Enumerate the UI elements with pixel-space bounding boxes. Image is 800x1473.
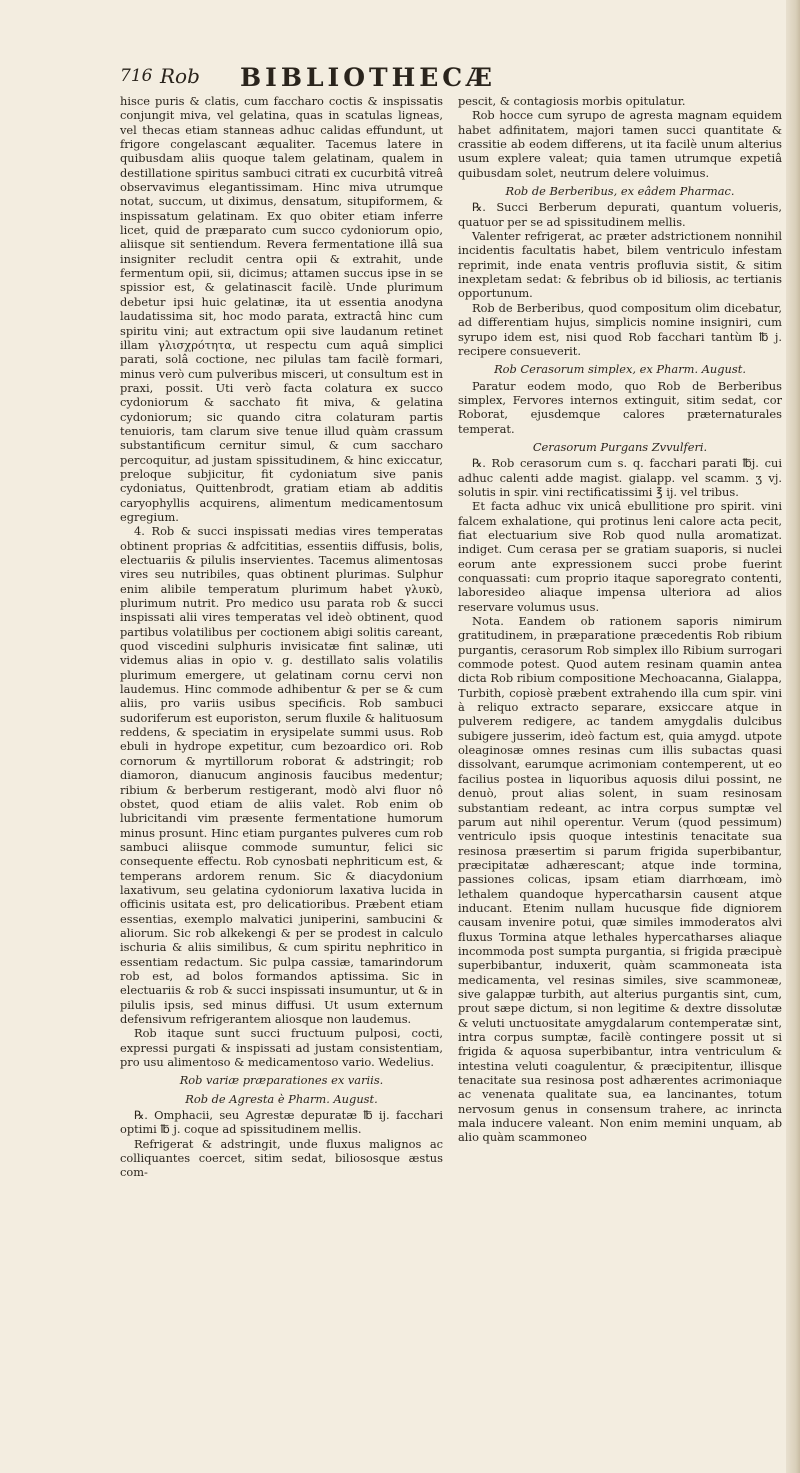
paragraph: ℞. Rob cerasorum cum s. q. facchari parati ℔j. cui adhuc calenti adde magist. gialapp. vel scamm. ʒ vj. solutis in spir. vini rectificatissimi ℥ ij. vel tribus. [458, 456, 782, 499]
recipe-heading: Rob de Berberibus, ex eâdem Pharmac. [505, 184, 735, 199]
left-column [120, 94, 443, 1180]
paragraph: ℞. Omphacii, seu Agrestæ depuratæ ℔ ij. facchari optimi ℔ j. coque ad spissitudinem mellis. [120, 1108, 443, 1137]
paragraph: Paratur eodem modo, quo Rob de Berberibus simplex, Fervores internos extinguit, sitim sedat, cor Roborat, ejusdemque calores præternaturales temperat. [458, 378, 782, 436]
paragraph: Rob itaque sunt succi fructuum pulposi, cocti, expressi purgati & inspissati ad justam consistentiam, pro usu alimentoso & medicamentoso vario. Wedelius. [120, 1026, 443, 1070]
right-column [458, 94, 782, 1145]
running-header [120, 63, 780, 92]
paragraph: Rob de Berberibus, quod compositum olim dicebatur, ad differentiam hujus, simplicis nomine insigniri, cum syrupo idem est, nisi quod Rob facchari tantùm ℔ j. recipere consueverit. [458, 300, 782, 358]
paragraph: ℞. Succi Berberum depurati, quantum volueris, quatuor per se ad spissitudinem mellis. [458, 200, 782, 229]
paragraph: pescit, & contagiosis morbis opitulatur. [458, 94, 686, 108]
recipe-heading: Rob Cerasorum simplex, ex Pharm. August. [494, 362, 746, 377]
paragraph: Nota. Eandem ob rationem saporis nimirum gratitudinem, in præparatione præcedentis Rob ribium purgantis, cerasorum Rob simplex illo Ribium surrogari commode potest. Quod autem resinam quamin antea dicta Rob ribium compositione Mechoacanna, Gialappa, Turbith, copiosè præbent extrahendo illa cum spir. vini à reliquo extracto separare, exsiccare atque in pulverem redigere, ac tandem amygdalis dulcibus subigere jusserim, ideò factum est, quia amygd. utpote oleaginosæ omnes resinas cum illis subactas quasi dissolvant, earumque acrimoniam contemperent, ut eo facilius postea in liquoribus aquosis dilui possint, ne denuò, prout alias solent, in suam resinosam substantiam redeant, ac intra corpus sumptæ vel parum aut nihil operentur. Verum (quod pessimum) ventriculo ipsis quoque intestinis tenacitate sua resinosa præsertim si parum frigida superbibantur, præcipitatæ adhærescant; atque inde tormina, passiones colicas, ipsam etiam diarrhœam, imò lethalem quandoque hypercatharsin causent atque inducant. Etenim nullam hucusque fide digniorem causam invenire potui, quæ similes immoderatos alvi fluxus Tormina atque lethales hypercatharses aliaque incommoda post sumpta purgantia, si frigida præcipuè superbibantur, induxerit, quàm scammoneata ista medicamenta, vel resinas similes, sive scammoneæ, sive galappæ turbith, aut alterius purgantis sint, cum, prout sæpe dictum, si non legitime & dextre dissolutæ & veluti unctuositate amygdalarum contemperatæ sint, intra corpus sumptæ, facilè contingere possit ut si frigida & aquosa superbibantur, intra ventriculum & intestina veluti coagulentur, & præcipitentur, illisque tenacitate sua resinosa post adhærentes acrimoniaque ac venenata qualitate sua, ea lancinantes, totum nervosum genus in consensum trahere, ac inrincta mala inducere valeant. Non enim memini unquam, ab alio quàm scammoneo [458, 614, 782, 1145]
section-mark: Rob [160, 64, 200, 88]
running-title: BIBLIOTHECÆ [240, 63, 497, 92]
recipe-heading: Rob variæ præparationes ex variis. [179, 1073, 384, 1088]
recipe-heading: Cerasorum Purgans Zvvulferi. [532, 439, 708, 454]
paragraph: Refrigerat & adstringit, unde fluxus malignos ac colliquantes coercet, sitim sedat, biliososque æstus com- [120, 1136, 443, 1180]
paragraph: Valenter refrigerat, ac præter adstrictionem nonnihil incidentis facultatis habet, bilem ventriculo infestam reprimit, inde enata ventris profluvia sistit, & sitim inexpletam sedat: & febribus ob id biliosis, ac tertianis opportunum. [458, 229, 782, 301]
recipe-heading: Rob de Agresta è Pharm. August. [185, 1091, 378, 1106]
paragraph: hisce puris & clatis, cum faccharo coctis & inspissatis conjungit miva, vel gelatina, quas in scatulas ligneas, vel thecas etiam stanneas adhuc calidas effundunt, ut frigore congelascant æqualiter. Tacemus latere in quibusdam aliis quoque talem gelatinam, qualem in destillatione spiritus sambuci citrati ex cucurbitâ vitreâ observavimus elegantissimam. Hinc miva utrumque notat, succum, ut diximus, densatum, situpiformem, & inspissatum gelatinam. Ex quo obiter etiam inferre licet, quid de præparato cum succo cydoniorum opio, aliisque sit sentiendum. Revera fermentatione illâ sua insigniter recludit centra opii & extrahit, unde fermentum opii, sii, dicimus; attamen succus ipse in se spissior est, & gelatinascit facilè. Unde plurimum debetur ipsi huic gelatinæ, ita ut essentia anodyna laudatissima sit, hoc modo parata, extractâ hinc cum spiritu vini; aut extractum opii sive laudanum retinet illam γλισχρότητα, ut respectu cum aquâ simplici parati, solâ coctione, nec pilulas tam facilè formari, minus verò cum pulveribus misceri, ut consultum est in praxi, possit. Uti verò facta colatura ex succo cydoniorum & sacchato fit miva, & gelatina cydoniorum; sic quando citra colaturam partis tenuioris, tam clarum sive tenue illud quàm crassum substantificum cernitur simul, & cum saccharo percoquitur, ad justam spissitudinem, & hinc exiccatur, preloque subjicitur, fit cydoniatum sive panis cydoniatus, Quittenbrodt, gratiam etiam ab additis caryophyllis acquirens, alimentum medicamentosum egregium. [120, 94, 443, 524]
page-number: 716 [120, 66, 153, 86]
paragraph: Rob hocce cum syrupo de agresta magnam equidem habet adfinitatem, majori tamen succi quantitate & crassitie ab eodem differens, ut ita facilè unum alterius usum explere valeat; quia tamen utrumque expetiâ quibusdam solet, neutrum delere voluimus. [458, 108, 782, 180]
paragraph: Et facta adhuc vix unicâ ebullitione pro spirit. vini falcem exhalatione, qui protinus leni calore acta pecit, fiat electuarium sive Rob quod nulla aromatizat. indiget. Cum cerasa per se gratiam suaporis, si nuclei eorum ante expressionem succi probe fuerint conquassati: cum proprio itaque saporegrato contenti, laboresideo aliaque impensa ulteriora ad alios reservare volumus usus. [458, 499, 782, 614]
paragraph: 4. Rob & succi inspissati medias vires temperatas obtinent proprias & adfcititias, essentiis diffusis, bolis, electuariis & pilulis inservientes. Tacemus alimentosas vires seu nutribiles, quas obtinent plurimas. Sulphur enim alibile temperatum plurimum habet γλυκὺ, plurimum nutrit. Pro medico usu parata rob & succi inspissati alii vires temperatas vel ideò obtinent, quod partibus volatilibus per coctionem abigi solitis careant, quod viscedini sulphuris invisicatæ fint salinæ, uti videmus alias in opio v. g. destillato salis volatilis plurimum emergere, ut gelatinam cornu cervi non laudemus. Hinc commode adhibentur & per se & cum aliis, pro variis usibus specificis. Rob sambuci sudoriferum est euporiston, serum fluxile & halituosum reddens, & speciatim in erysipelate summi usus. Rob ebuli in hydrope expetitur, cum bezoardico ori. Rob cornorum & myrtillorum roborat & adstringit; rob diamoron, dianucum anginosis faucibus medentur; ribium & berberum restigerant, modò alvi fluor nô obstet, quod etiam de aliis valet. Rob enim ob lubricitandi vim præsente fermentatione humorum minus prosunt. Hinc etiam purgantes pulveres cum rob sambuci aliisque commode sumuntur, felici sic consequente effectu. Rob cynosbati nephriticum est, & temperans ardorem renum. Sic & diacydonium laxativum, seu gelatina cydoniorum laxativa lucida in officinis usitata est, pro delicatioribus. Præbent etiam essentias, exemplo malvatici juniperini, sambucini & aliorum. Sic rob alkekengi & per se prodest in calculo ischuria & aliis similibus, & cum spiritu nephritico in essentiam redactum. Sic pulpa cassiæ, tamarindorum rob est, ad bolos formandos aptissima. Sic in electuariis & rob & succi inspissati insumuntur, ut & in pilulis ipsis, sed minus diffusi. Ut usum externum defensivum refrigerantem aliosque non laudemus. [120, 524, 443, 1026]
page-edge [786, 0, 800, 1473]
